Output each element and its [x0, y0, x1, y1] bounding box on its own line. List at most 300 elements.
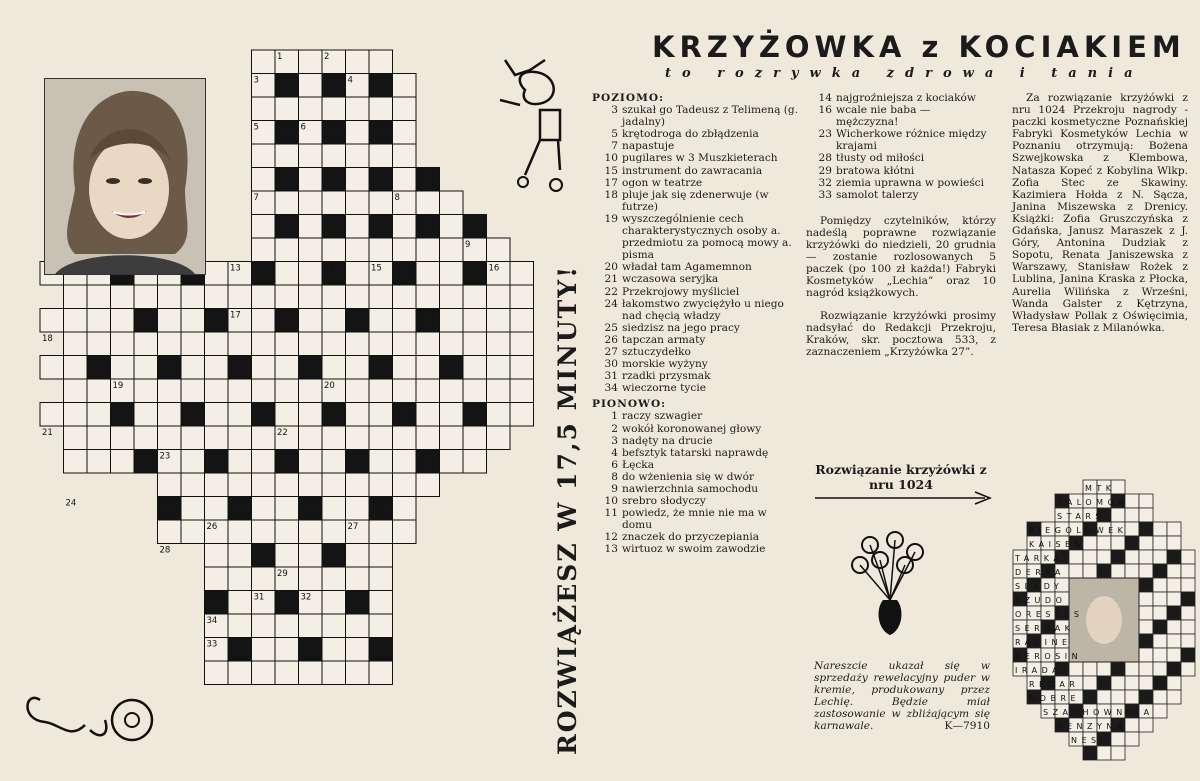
white-cell — [205, 567, 229, 591]
clue-item — [592, 435, 799, 447]
solution-white-cell — [1083, 550, 1097, 564]
black-cell — [252, 262, 276, 286]
white-cell — [299, 426, 323, 450]
white-cell — [205, 497, 229, 521]
clue-number: 12 — [604, 531, 618, 544]
white-cell — [252, 97, 276, 121]
clue-text: morskie wyżyny — [622, 358, 708, 371]
white-cell — [510, 285, 534, 309]
grid-number: 31 — [253, 592, 265, 603]
black-cell — [111, 403, 135, 427]
white-cell — [299, 473, 323, 497]
black-cell — [369, 74, 393, 98]
white-cell — [275, 473, 299, 497]
clue-text: ogon w teatrze — [622, 176, 703, 189]
solution-word: STARS — [1057, 512, 1105, 521]
black-cell — [322, 74, 346, 98]
white-cell — [369, 332, 393, 356]
white-cell — [205, 661, 229, 685]
white-cell — [275, 497, 299, 521]
solution-black-cell — [1139, 578, 1153, 592]
white-cell — [181, 332, 205, 356]
white-cell — [228, 403, 252, 427]
clue-number: 20 — [604, 261, 618, 274]
clue-item — [806, 128, 996, 152]
white-cell — [299, 379, 323, 403]
girl-photo — [44, 78, 206, 275]
solution-white-cell — [1111, 536, 1125, 550]
white-cell — [346, 379, 370, 403]
solution-white-cell — [1167, 676, 1181, 690]
black-cell — [205, 450, 229, 474]
white-cell — [369, 191, 393, 215]
solution-white-cell — [1097, 690, 1111, 704]
clue-text: władał tam Agamemnon — [622, 261, 752, 274]
solution-word: MTK — [1085, 484, 1116, 493]
clue-text: wirtuoz w swoim zawodzie — [622, 543, 766, 556]
clue-item — [592, 382, 799, 394]
clue-text: rzadki przysmak — [622, 370, 711, 383]
white-cell — [252, 450, 276, 474]
white-cell — [299, 238, 323, 262]
black-cell — [416, 309, 440, 333]
white-cell — [346, 50, 370, 74]
clue-number: 17 — [604, 176, 618, 189]
solution-white-cell — [1125, 550, 1139, 564]
clue-text: befsztyk tatarski naprawdę — [622, 446, 769, 459]
white-cell — [322, 309, 346, 333]
clue-item — [592, 152, 799, 164]
solution-word: IRADA — [1015, 666, 1063, 675]
white-cell — [228, 520, 252, 544]
solution-word: NES — [1071, 736, 1101, 745]
white-cell — [510, 309, 534, 333]
black-cell — [252, 403, 276, 427]
white-cell — [299, 144, 323, 168]
white-cell — [322, 356, 346, 380]
white-cell — [440, 215, 464, 239]
white-cell — [346, 403, 370, 427]
clue-text: bratowa kłótni — [836, 164, 915, 177]
clue-text: instrument do zawracania — [622, 164, 763, 177]
clue-item — [592, 298, 799, 322]
solution-word: KAISES — [1029, 540, 1085, 549]
clue-number: 28 — [818, 152, 832, 165]
clue-text: srebro słodyczy — [622, 495, 706, 508]
white-cell — [416, 238, 440, 262]
white-cell — [510, 379, 534, 403]
white-cell — [252, 168, 276, 192]
white-cell — [322, 638, 346, 662]
solution-white-cell — [1111, 690, 1125, 704]
black-cell — [205, 309, 229, 333]
white-cell — [393, 520, 417, 544]
black-cell — [299, 356, 323, 380]
clue-number: 7 — [611, 140, 618, 153]
white-cell — [369, 591, 393, 615]
ad-text: Nareszcie ukazał się w sprzedaży rewelacyjny puder w kremie, produkowany przez Lechię. Będzie miał zastosowanie w zbliżającym się karnawale. — [814, 660, 990, 733]
solution-black-cell — [1139, 690, 1153, 704]
white-cell — [111, 332, 135, 356]
solution-white-cell — [1111, 508, 1125, 522]
clue-item — [806, 92, 996, 104]
robot-wheel-icon — [518, 177, 528, 187]
solution-label: Rozwiązanie krzyżówki z nru 1024 — [815, 462, 987, 492]
solution-white-cell — [1153, 550, 1167, 564]
solution-word: REGAR — [1029, 680, 1080, 689]
clue-number: 4 — [611, 446, 618, 459]
white-cell — [299, 661, 323, 685]
black-cell — [275, 168, 299, 192]
grid-number: 15 — [371, 263, 382, 274]
clue-number: 10 — [604, 152, 618, 165]
black-cell — [275, 309, 299, 333]
clue-text: napastuje — [622, 140, 675, 153]
solution-white-cell — [1139, 676, 1153, 690]
clue-number: 32 — [818, 176, 832, 189]
solution-word: SERDAK — [1015, 624, 1075, 633]
solution-white-cell — [1139, 564, 1153, 578]
white-cell — [393, 309, 417, 333]
white-cell — [252, 215, 276, 239]
solution-white-cell — [1167, 634, 1181, 648]
white-cell — [111, 356, 135, 380]
white-cell — [205, 285, 229, 309]
white-cell — [205, 356, 229, 380]
white-cell — [158, 379, 182, 403]
down-heading: PIONOWO: — [592, 398, 667, 411]
clue-text: szukał go Tadeusz z Telimeną (g. jadalny) — [622, 104, 799, 129]
solution-white-cell — [1139, 662, 1153, 676]
clue-item — [592, 447, 799, 459]
solution-white-cell — [1097, 536, 1111, 550]
clue-item — [806, 177, 996, 189]
white-cell — [393, 168, 417, 192]
black-cell — [322, 121, 346, 145]
clue-text: wcale nie baba — mężczyzna! — [836, 104, 931, 129]
white-cell — [87, 403, 111, 427]
white-cell — [416, 379, 440, 403]
grid-number: 17 — [230, 310, 241, 321]
solution-white-cell — [1181, 550, 1195, 564]
clue-item — [592, 286, 799, 298]
clue-number: 9 — [611, 483, 618, 495]
clue-number: 6 — [611, 458, 618, 471]
white-cell — [158, 285, 182, 309]
white-cell — [463, 285, 487, 309]
white-cell — [369, 661, 393, 685]
grid-number: 2 — [324, 52, 330, 62]
white-cell — [346, 661, 370, 685]
clue-item — [592, 483, 799, 495]
white-cell — [299, 50, 323, 74]
clue-number: 11 — [604, 507, 618, 520]
white-cell — [369, 450, 393, 474]
solution-white-cell — [1181, 606, 1195, 620]
grid-number: 6 — [300, 122, 306, 133]
solution-black-cell — [1111, 662, 1125, 676]
clue-text: tapczan armaty — [622, 333, 706, 346]
clue-number: 16 — [818, 104, 832, 117]
ad-code: K—7910 — [944, 720, 990, 733]
solution-white-cell — [1111, 676, 1125, 690]
white-cell — [252, 567, 276, 591]
solution-word: PIEGOLOWEK — [1029, 526, 1128, 535]
white-cell — [228, 332, 252, 356]
white-cell — [487, 426, 511, 450]
black-cell — [416, 450, 440, 474]
white-cell — [299, 74, 323, 98]
white-cell — [487, 285, 511, 309]
grid-number: 22 — [277, 428, 288, 438]
white-cell — [440, 238, 464, 262]
solution-word: TARKA — [1015, 554, 1064, 563]
white-cell — [393, 238, 417, 262]
white-cell — [369, 379, 393, 403]
clue-number: 3 — [611, 434, 618, 447]
solution-black-cell — [1083, 690, 1097, 704]
clue-text: sztuczydełko — [622, 345, 691, 358]
white-cell — [369, 144, 393, 168]
white-cell — [346, 473, 370, 497]
white-cell — [510, 356, 534, 380]
black-cell — [369, 121, 393, 145]
white-cell — [487, 356, 511, 380]
clue-number: 27 — [604, 345, 618, 358]
white-cell — [393, 426, 417, 450]
white-cell — [346, 144, 370, 168]
solution-white-cell — [1125, 690, 1139, 704]
solution-white-cell — [1111, 746, 1125, 760]
white-cell — [346, 356, 370, 380]
white-cell — [181, 356, 205, 380]
solution-word: SZACHOWNICA — [1043, 708, 1154, 717]
grid-number: 25 — [371, 498, 382, 509]
white-cell — [346, 168, 370, 192]
white-cell — [487, 332, 511, 356]
solution-white-cell — [1083, 564, 1097, 578]
white-cell — [87, 450, 111, 474]
clue-number: 31 — [604, 370, 618, 383]
white-cell — [346, 332, 370, 356]
vase-icon — [879, 600, 902, 635]
grid-number: 18 — [42, 334, 53, 344]
black-cell — [322, 168, 346, 192]
clue-number: 22 — [604, 285, 618, 298]
grid-number: 1 — [277, 52, 283, 62]
clue-item — [592, 104, 799, 128]
white-cell — [111, 309, 135, 333]
white-cell — [252, 332, 276, 356]
white-cell — [275, 356, 299, 380]
white-cell — [322, 97, 346, 121]
solution-black-cell — [1097, 564, 1111, 578]
white-cell — [416, 403, 440, 427]
solution-black-cell — [1167, 606, 1181, 620]
white-cell — [181, 426, 205, 450]
clue-text: do wżenienia się w dwór — [622, 470, 755, 483]
clue-text: wokół koronowanej głowy — [622, 422, 762, 435]
white-cell — [510, 403, 534, 427]
clue-text: znaczek do przyczepiania — [622, 531, 760, 544]
solution-white-cell — [1181, 634, 1195, 648]
solution-white-cell — [1125, 564, 1139, 578]
white-cell — [64, 403, 88, 427]
black-cell — [275, 450, 299, 474]
white-cell — [275, 544, 299, 568]
white-cell — [181, 450, 205, 474]
black-cell — [322, 544, 346, 568]
across-heading: POZIOMO: — [592, 92, 664, 104]
black-cell — [275, 74, 299, 98]
white-cell — [299, 215, 323, 239]
black-cell — [463, 262, 487, 286]
white-cell — [205, 473, 229, 497]
white-cell — [228, 591, 252, 615]
clue-number: 18 — [604, 188, 618, 201]
white-cell — [416, 426, 440, 450]
clue-text: wczasowa seryjka — [622, 273, 719, 286]
clue-item — [592, 346, 799, 358]
clue-item — [592, 273, 799, 285]
white-cell — [87, 309, 111, 333]
white-cell — [181, 309, 205, 333]
solution-word: ORESTES — [1015, 610, 1084, 619]
white-cell — [487, 238, 511, 262]
solution-white-cell — [1181, 564, 1195, 578]
clue-number: 2 — [611, 422, 618, 435]
solution-black-cell — [1153, 620, 1167, 634]
white-cell — [346, 544, 370, 568]
grid-number: 7 — [253, 193, 259, 203]
clue-number: 24 — [604, 297, 618, 310]
white-cell — [299, 97, 323, 121]
grid-number: 23 — [159, 451, 171, 462]
clue-item — [592, 370, 799, 382]
white-cell — [416, 473, 440, 497]
white-cell — [299, 544, 323, 568]
white-cell — [322, 567, 346, 591]
solution-white-cell — [1139, 536, 1153, 550]
white-cell — [393, 97, 417, 121]
white-cell — [322, 450, 346, 474]
side-slogan: ROZWIĄŻESZ W 17,5 MINUTY! — [553, 264, 582, 755]
white-cell — [205, 262, 229, 286]
white-cell — [322, 144, 346, 168]
white-cell — [228, 544, 252, 568]
white-cell — [510, 332, 534, 356]
solution-white-cell — [1167, 578, 1181, 592]
grid-number: 9 — [465, 240, 471, 250]
clue-text: łakomstwo zwyciężyło u niego nad chęcią władzy — [622, 297, 784, 322]
clue-item — [806, 152, 996, 164]
clue-number: 1 — [611, 410, 618, 423]
grid-number: 29 — [277, 569, 288, 579]
white-cell — [275, 379, 299, 403]
white-cell — [275, 661, 299, 685]
white-cell — [369, 544, 393, 568]
white-cell — [205, 403, 229, 427]
solution-white-cell — [1083, 536, 1097, 550]
black-cell — [252, 544, 276, 568]
clue-text: wyszczególnienie cech charakterystycznych osoby a. przedmiotu za pomocą mowy a. pisma — [622, 212, 792, 262]
white-cell — [275, 97, 299, 121]
clue-text: nadęty na drucie — [622, 434, 713, 447]
clue-item — [592, 128, 799, 140]
solution-white-cell — [1111, 732, 1125, 746]
solution-white-cell — [1153, 578, 1167, 592]
clue-text: siedzisz na jego pracy — [622, 321, 740, 334]
white-cell — [275, 614, 299, 638]
white-cell — [416, 191, 440, 215]
black-cell — [228, 356, 252, 380]
grid-number: 19 — [112, 381, 124, 391]
white-cell — [440, 426, 464, 450]
white-cell — [181, 285, 205, 309]
page-title: KRZYŻOWKA z KOCIAKIEM — [652, 30, 1186, 64]
white-cell — [346, 215, 370, 239]
solution-white-cell — [1083, 662, 1097, 676]
clue-text: raczy szwagier — [622, 410, 703, 423]
white-cell — [228, 450, 252, 474]
white-cell — [440, 450, 464, 474]
clue-item — [592, 322, 799, 334]
black-cell — [275, 121, 299, 145]
clue-text: wieczorne tycie — [622, 382, 706, 395]
clue-item — [592, 334, 799, 346]
white-cell — [440, 309, 464, 333]
white-cell — [181, 497, 205, 521]
black-cell — [346, 591, 370, 615]
solution-word: RACINE — [1015, 638, 1072, 647]
black-cell — [322, 403, 346, 427]
solution-white-cell — [1125, 718, 1139, 732]
solution-black-cell — [1167, 550, 1181, 564]
white-cell — [299, 191, 323, 215]
white-cell — [275, 332, 299, 356]
white-cell — [322, 473, 346, 497]
solution-white-cell — [1153, 662, 1167, 676]
clue-number: 21 — [604, 273, 618, 286]
black-cell — [369, 638, 393, 662]
white-cell — [275, 191, 299, 215]
clue-number: 26 — [604, 333, 618, 346]
solution-white-cell — [1083, 676, 1097, 690]
solution-black-cell — [1181, 648, 1195, 662]
grid-number: 14 — [324, 263, 335, 274]
white-cell — [228, 567, 252, 591]
solution-white-cell — [1153, 690, 1167, 704]
white-cell — [369, 426, 393, 450]
white-cell — [87, 332, 111, 356]
white-cell — [440, 332, 464, 356]
white-cell — [64, 426, 88, 450]
grid-number: 27 — [347, 522, 359, 532]
clue-item — [806, 189, 996, 201]
black-cell — [440, 356, 464, 380]
phone-cord-doodle-icon — [28, 698, 107, 735]
white-cell — [463, 450, 487, 474]
solution-white-cell — [1125, 676, 1139, 690]
white-cell — [393, 473, 417, 497]
clue-text: samolot talerzy — [836, 188, 919, 201]
solution-white-cell — [1097, 662, 1111, 676]
white-cell — [87, 379, 111, 403]
white-cell — [440, 403, 464, 427]
white-cell — [322, 614, 346, 638]
clue-number: 8 — [611, 470, 618, 483]
white-cell — [322, 497, 346, 521]
